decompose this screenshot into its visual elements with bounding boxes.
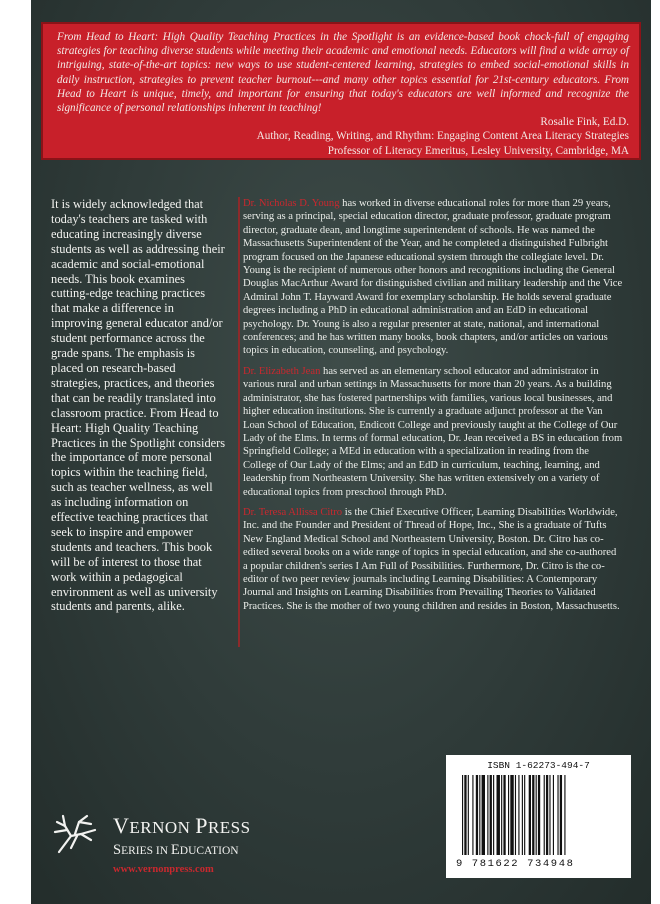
barcode-bar (462, 775, 463, 855)
barcode-bar (549, 775, 550, 855)
publisher-url: www.vernonpress.com (113, 864, 214, 875)
barcode-bar (493, 775, 494, 855)
series-name: SERIES IN EDUCATION (113, 842, 239, 858)
barcode-bar (476, 775, 478, 855)
barcode-bar (472, 775, 473, 855)
bio-citro (243, 506, 623, 613)
endorsement-quote: From Head to Heart: High Quality Teaching Practices in the Spotlight is an evidence-based book chock-full of engaging strategies for teaching diverse students while meeting their academic and emotional needs. Educators will find a wide array of intriguing, state-of-the-art topics: new ways to use student-centered learning, strategies to embed social-emotional skills in daily instruction, strategies to prevent teacher burnout---and many other topics essential for 21st-century educators. From Head to Heart is unique, timely, and important for ensuring that today's educators are well informed and recognize the significance of personal relationships inherent in teaching! (57, 31, 629, 115)
bio-name: Dr. Nicholas D. Young (243, 198, 340, 209)
barcode-bar (482, 775, 485, 855)
barcode-bar (487, 775, 488, 855)
endorsement-author: Rosalie Fink, Ed.D. (540, 116, 629, 129)
endorsement-author-title-2: Professor of Literacy Emeritus, Lesley University, Cambridge, MA (327, 144, 629, 157)
barcode-bar (560, 775, 562, 855)
barcode-bar (536, 775, 537, 855)
bio-jean (243, 365, 623, 499)
barcode-bar (544, 775, 545, 855)
bio-name: Dr. Elizabeth Jean (243, 365, 321, 377)
endorsement-author-title-1: Author, Reading, Writing, and Rhythm: Engaging Content Area Literacy Strategies (256, 130, 629, 143)
barcode-bar (503, 775, 505, 855)
barcode-bar (532, 775, 534, 855)
book-description: It is widely acknowledged that today's teachers are tasked with educating increasingly diverse students as well as addressing their academic and social-emotional needs. This book examines cutting-edge teaching practices that make a difference in improving general educator and/or student performance across the grade spans. The emphasis is placed on research-based strategies, practices, and theories that can be readily translated into classroom practice. From Head to Heart: High Quality Teaching Practices in the Spotlight considers the importance of more personal topics within the teaching field, such as teacher wellness, as well as including information on effective teaching practices that seek to inspire and empower students and teachers. This book will be of interest to those that work within a pedagogical environment as well as university students and parents, alike. (51, 197, 226, 614)
barcode-box (446, 755, 631, 878)
barcode-bar (497, 775, 500, 855)
bio-text: is the Chief Executive Officer, Learning Disabilities Worldwide, Inc. and the Founder and President of Thread of Hope, Inc., She is a graduate of Tufts New England Medical School and Northeastern University, Boston. Dr. Citro has co-edited several books on a wide range of topics in special education, and she co-authored a popular children's series I Am Full of Possibilities. Furthermore, Dr. Citro is the co-editor of two peer review journals including Learning Disabilities: A Contemporary Journal and Insights on Learning Disabilities from Prevailing Theories to Validated Practices. She is the mother of two young children and resides in Boston, Massachusetts. (243, 506, 620, 612)
stag-icon (51, 812, 99, 856)
barcode-digits: 9 781622 734948 (456, 858, 575, 870)
barcode-bar (515, 775, 516, 855)
barcode-bar (553, 775, 554, 855)
bio-name: Dr. Teresa Allissa Citro (243, 506, 343, 518)
barcode-bar (522, 775, 523, 855)
barcode-bar (538, 775, 540, 855)
bio-text: has served as an elementary school educator and administrator in various rural and urban settings in Massachusetts for more than 20 years. As a building administrator, she has fostered partnerships with families, various local businesses, and higher education institutions. She is currently a graduate adjunct professor at the Van Loan School of Education, Endicott College and previously taught at the College of Our Lady of the Elms. In terms of formal education, Dr. Jean received a BS in education from Springfield College; a MEd in education with a specialization in reading from the College of Our Lady of the Elms; and an EdD in curriculum, teaching, learning, and leadership from Northeastern University. She has written extensively on a variety of educational topics from preschool through PhD. (243, 365, 623, 498)
barcode-bar (546, 775, 548, 855)
barcode-bar (468, 775, 469, 855)
barcode-bar (557, 775, 558, 855)
barcode-bar (518, 775, 519, 855)
barcode-bar (501, 775, 502, 855)
barcode-bar (529, 775, 531, 855)
barcode (456, 775, 621, 857)
barcode-bar (524, 775, 525, 855)
barcode-bar (508, 775, 509, 855)
endorsement-box (41, 22, 641, 160)
barcode-bar (564, 775, 565, 855)
column-divider (238, 197, 240, 647)
bio-text: has worked in diverse educational roles for more than 29 years, serving as a principal, special education director, graduate professor, graduate program director, graduate dean, and longtime superintendent of schools. He was named the Massachusetts Superintendent of the Year, and he completed a distinguished Fulbright program focused on the Japanese educational system through the collegiate level. Dr. Young is the recipient of numerous other honors and recognitions including the General Douglas MacArthur Award for distinguished civilian and military leadership and the Vice Admiral John T. Hayward Award for exemplary scholarship. He holds several graduate degrees including a PhD in educational administration and an EdD in educational psychology. Dr. Young is also a regular presenter at state, national, and international conferences; and he has written many books, book chapters, and/or articles on various topics in education, counseling, and psychology. (243, 198, 623, 357)
publisher-name: VERNON PRESS (113, 813, 251, 838)
barcode-bar (510, 775, 513, 855)
barcode-bar (490, 775, 492, 855)
back-cover (31, 0, 651, 904)
author-bios (243, 197, 623, 620)
bio-young (243, 197, 623, 358)
barcode-bar (464, 775, 466, 855)
isbn-label: ISBN 1-62273-494-7 (487, 760, 590, 771)
barcode-bar (479, 775, 480, 855)
